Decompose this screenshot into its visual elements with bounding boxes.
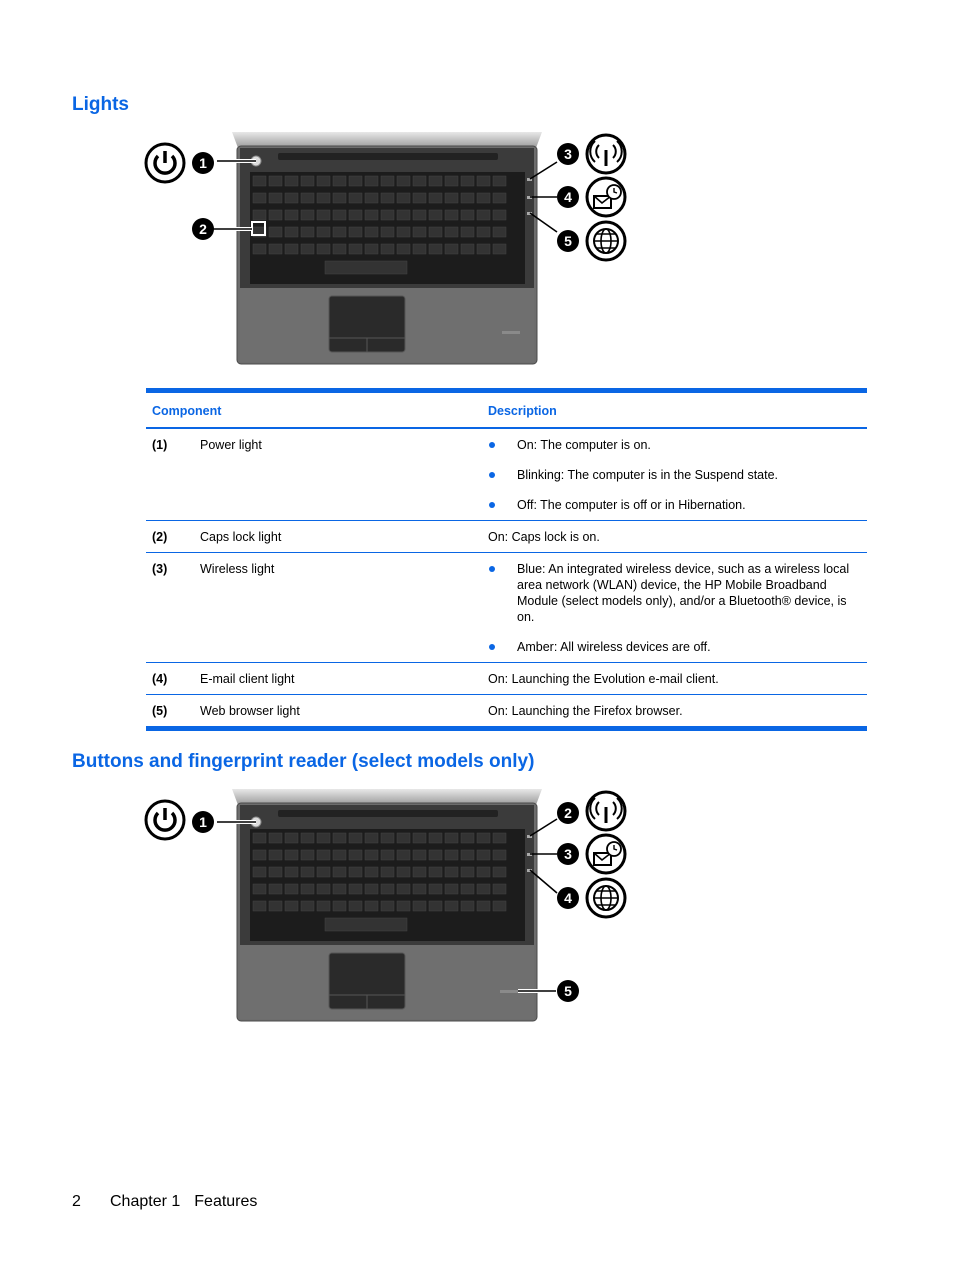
section-title-buttons: Buttons and fingerprint reader (select models only) [72, 751, 535, 772]
bullet-item: Off: The computer is off or in Hibernation. [488, 497, 861, 513]
header-description: Description [488, 404, 557, 418]
row-component: Wireless light [200, 562, 275, 576]
row-component: E-mail client light [200, 672, 295, 686]
wireless-button-icon [587, 792, 625, 830]
callout-4: 4 [564, 890, 572, 906]
power-icon [146, 801, 184, 839]
row-description: On: Launching the Evolution e-mail client. [488, 672, 719, 686]
row-component: Power light [200, 438, 262, 452]
bullet-item: Blinking: The computer is in the Suspend state. [488, 467, 861, 483]
callout-1: 1 [199, 814, 207, 830]
bullet-item: Amber: All wireless devices are off. [488, 639, 861, 655]
power-icon [146, 144, 184, 182]
row-number: (4) [152, 672, 168, 686]
web-browser-icon [587, 222, 625, 260]
table-row [146, 553, 867, 663]
callout-3: 3 [564, 846, 572, 862]
laptop-illustration [140, 128, 640, 368]
buttons-figure [140, 785, 640, 1025]
web-browser-button-icon [587, 879, 625, 917]
row-number: (3) [152, 562, 168, 576]
callout-5: 5 [564, 983, 572, 999]
callout-4: 4 [564, 189, 572, 205]
lights-figure [140, 128, 640, 368]
row-description [482, 428, 867, 521]
chapter-label: Chapter 1 [110, 1193, 181, 1210]
lights-table [146, 388, 867, 731]
callout-5: 5 [564, 233, 572, 249]
table-row [146, 521, 867, 553]
row-description [482, 553, 867, 663]
callout-2: 2 [564, 805, 572, 821]
row-number: (1) [152, 438, 168, 452]
callout-3: 3 [564, 146, 572, 162]
header-component: Component [152, 404, 222, 418]
callout-1: 1 [199, 155, 207, 171]
row-number: (5) [152, 704, 168, 718]
row-component: Web browser light [200, 704, 300, 718]
table-row [146, 695, 867, 729]
row-number: (2) [152, 530, 168, 544]
table-header-row [146, 391, 867, 429]
bullet-item: On: The computer is on. [488, 437, 861, 453]
bullet-item: Blue: An integrated wireless device, such as a wireless local area network (WLAN) device, the HP Mobile Broadband Module (select models only), and/or a Bluetooth® device, is on. [488, 561, 861, 625]
laptop-illustration [140, 785, 640, 1025]
chapter-title: Features [194, 1193, 258, 1210]
callout-2: 2 [199, 221, 207, 237]
table-row [146, 663, 867, 695]
page-footer [72, 1193, 257, 1211]
section-title-lights: Lights [72, 94, 129, 115]
table-row [146, 428, 867, 521]
row-component: Caps lock light [200, 530, 282, 544]
page-number: 2 [72, 1193, 81, 1210]
row-description: On: Launching the Firefox browser. [488, 704, 683, 718]
row-description: On: Caps lock is on. [488, 530, 600, 544]
wireless-icon [587, 135, 625, 173]
email-icon [587, 178, 625, 216]
email-button-icon [587, 835, 625, 873]
